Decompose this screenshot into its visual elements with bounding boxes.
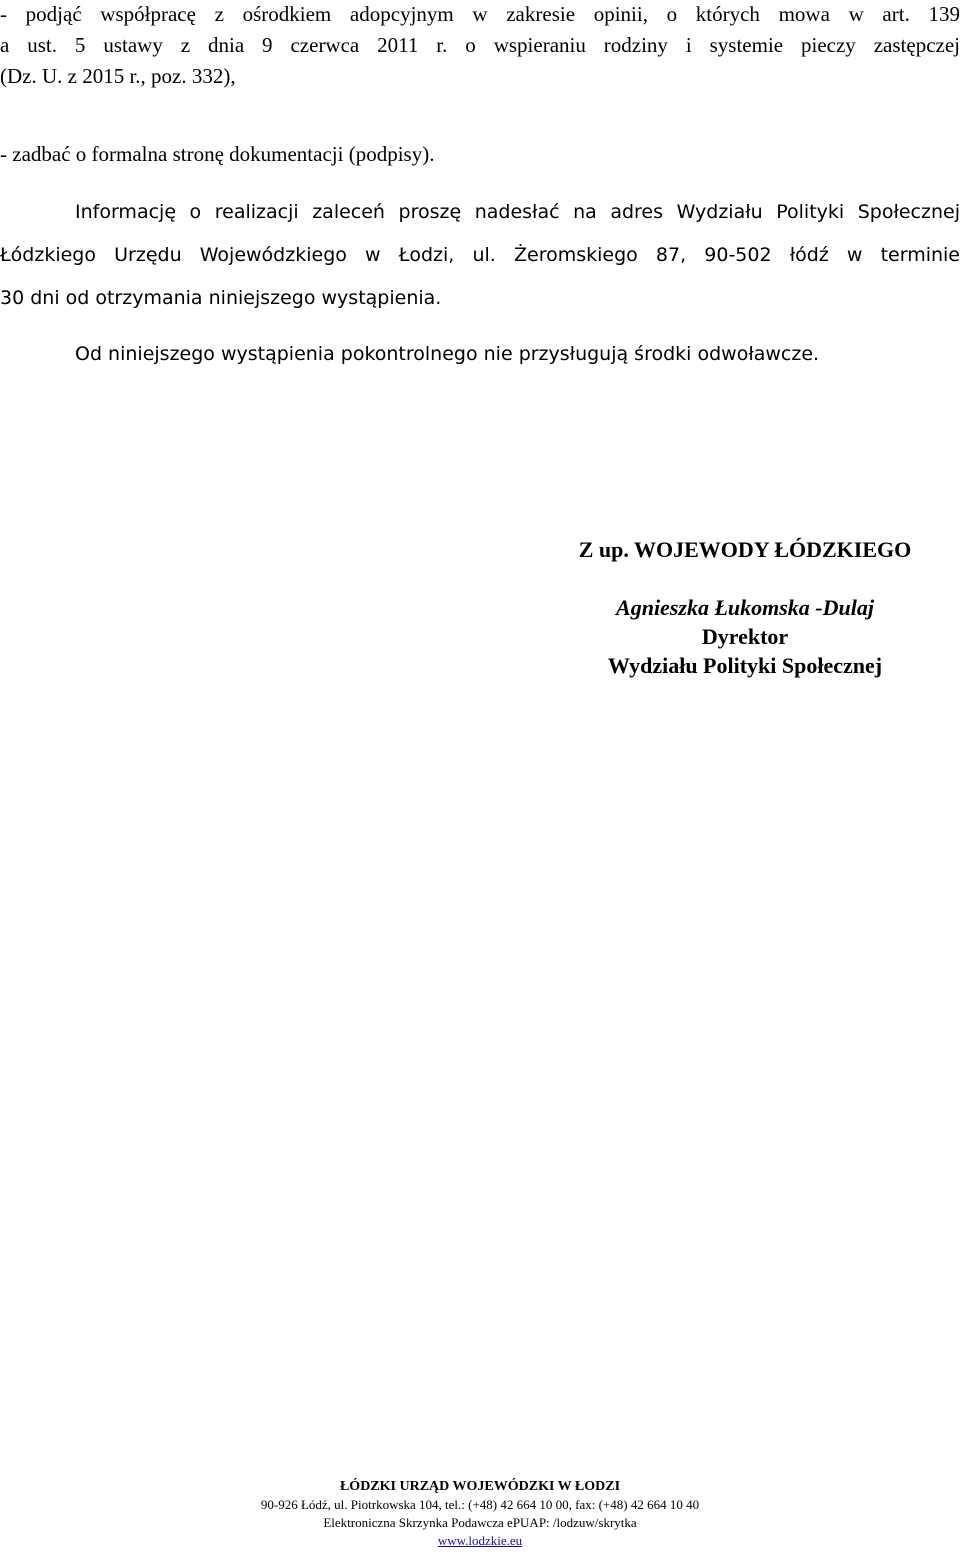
footer-institution: ŁÓDZKI URZĄD WOJEWÓDZKI W ŁODZI bbox=[339, 1479, 621, 1494]
footer-website-link[interactable]: www.lodzkie.eu bbox=[437, 1533, 523, 1548]
body-paragraph-line-2: Łódzkiego Urzędu Wojewódzkiego w Łodzi, ul. Żeromskiego 87, 90-502 łódź w terminie bbox=[0, 244, 960, 266]
body-closing-statement: Od niniejszego wystąpienia pokontrolnego nie przysługują środki odwoławcze. bbox=[75, 343, 820, 365]
body-line-4: - zadbać o formalna stronę dokumentacji (podpisy). bbox=[0, 142, 435, 166]
signature-name: Agnieszka Łukomska -Dulaj bbox=[616, 595, 874, 620]
footer-address: 90-926 Łódź, ul. Piotrkowska 104, tel.: (+48) 42 664 10 00, fax: (+48) 42 664 10 40 bbox=[260, 1497, 700, 1512]
body-paragraph-line-1: Informację o realizacji zaleceń proszę nadesłać na adres Wydziału Polityki Społecznej bbox=[75, 201, 960, 223]
body-paragraph-line-3: 30 dni od otrzymania niniejszego wystąpienia. bbox=[0, 287, 442, 309]
body-line-1: - podjąć współpracę z ośrodkiem adopcyjnym w zakresie opinii, o których mowa w art. 139 bbox=[0, 2, 960, 26]
signature-department: Wydziału Polityki Społecznej bbox=[607, 653, 883, 678]
signature-heading: Z up. WOJEWODY ŁÓDZKIEGO bbox=[578, 537, 912, 562]
footer-epuap: Elektroniczna Skrzynka Podawcza ePUAP: /lodzuw/skrytka bbox=[323, 1515, 637, 1530]
body-line-3: (Dz. U. z 2015 r., poz. 332), bbox=[0, 64, 236, 88]
body-line-2: a ust. 5 ustawy z dnia 9 czerwca 2011 r. o wspieraniu rodziny i systemie pieczy zastępczej bbox=[0, 33, 960, 57]
signature-position: Dyrektor bbox=[701, 624, 789, 649]
footer-website[interactable] bbox=[0, 1533, 960, 1549]
